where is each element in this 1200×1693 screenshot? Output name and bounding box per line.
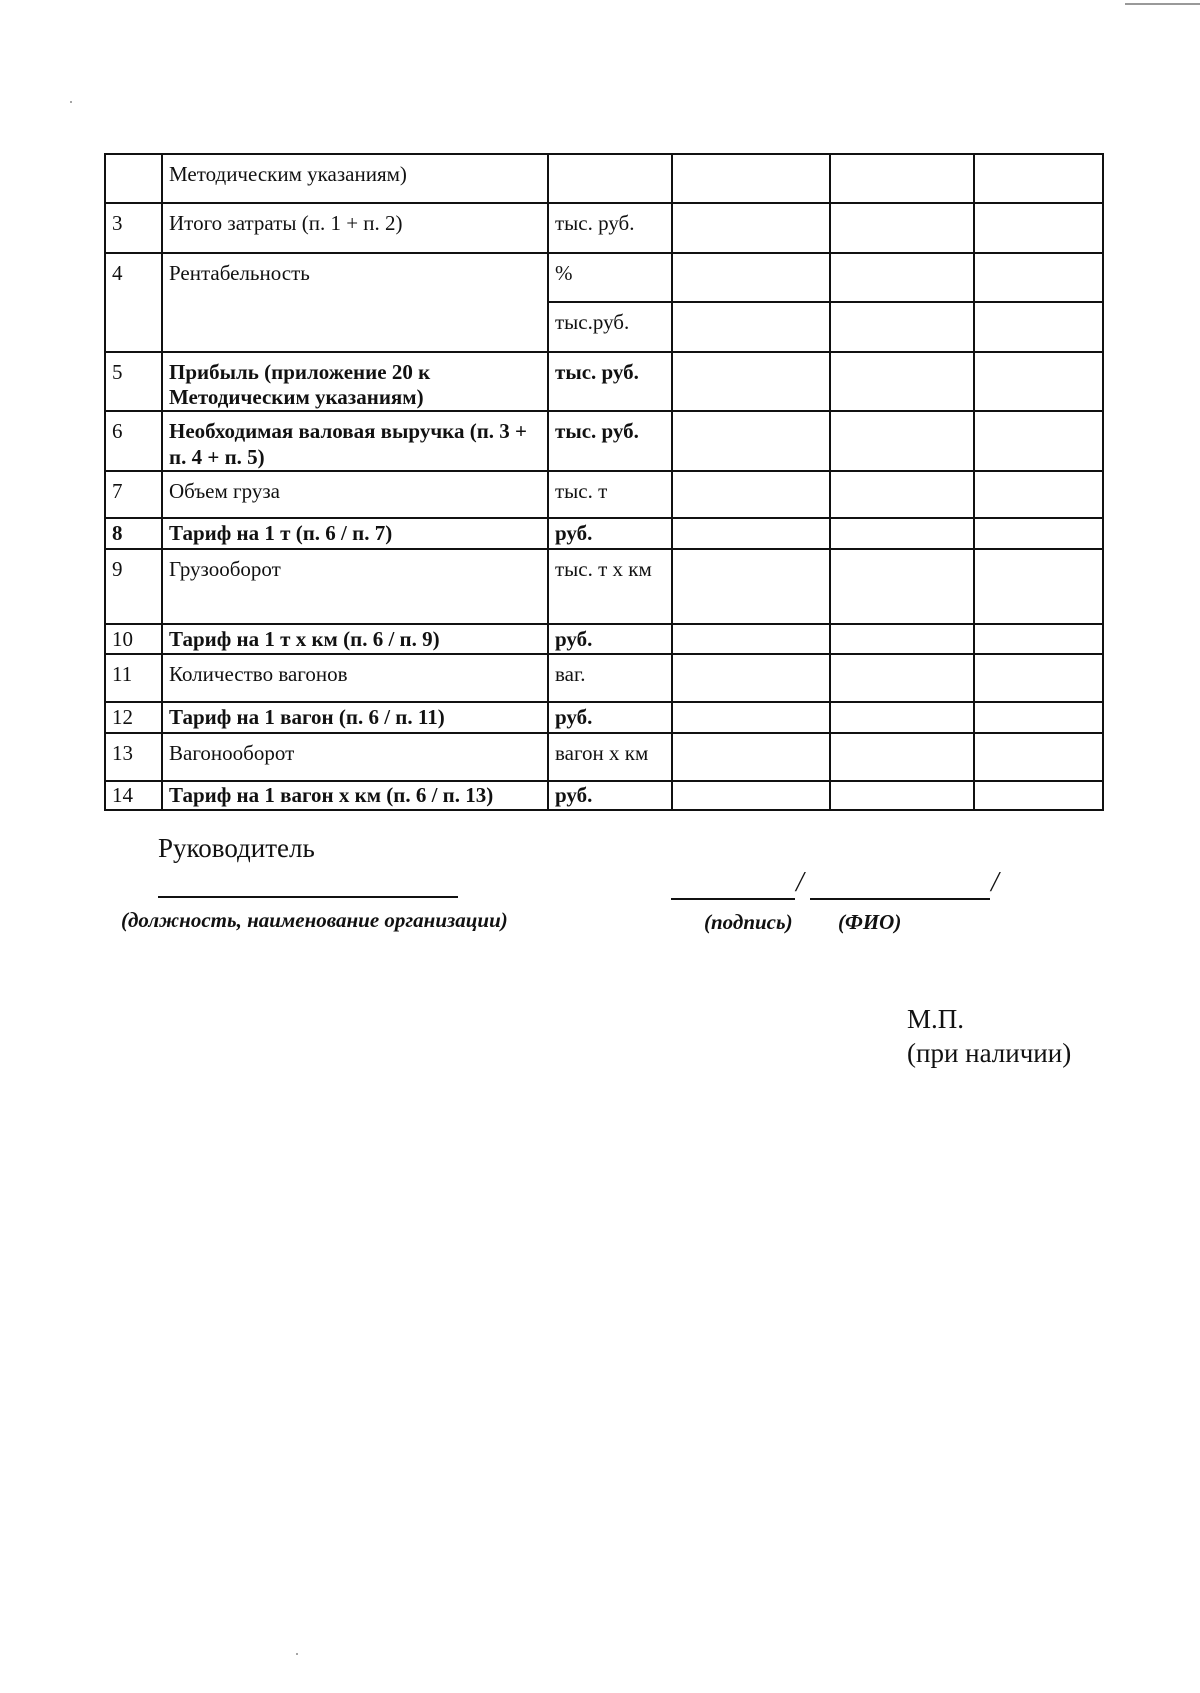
row-number: 10 <box>105 624 162 654</box>
row-unit: тыс. руб. <box>548 203 672 253</box>
row-unit: руб. <box>548 518 672 549</box>
row-indicator: Тариф на 1 т х км (п. 6 / п. 9) <box>162 624 548 654</box>
row-number: 6 <box>105 411 162 470</box>
row-indicator: Прибыль (приложение 20 к Методическим указаниям) <box>162 352 548 411</box>
row-indicator: Вагонооборот <box>162 733 548 781</box>
row-number: 8 <box>105 518 162 549</box>
row-indicator: Итого затраты (п. 1 + п. 2) <box>162 203 548 253</box>
position-line[interactable] <box>158 896 458 898</box>
stamp-placeholder <box>907 1003 1071 1071</box>
signatory-title: Руководитель <box>158 833 315 863</box>
stamp-note: (при наличии) <box>907 1037 1072 1068</box>
signature-line[interactable] <box>671 898 795 900</box>
row-number: 7 <box>105 471 162 518</box>
row-number: 14 <box>105 781 162 810</box>
position-caption: (должность, наименование организации) <box>121 908 508 932</box>
row-indicator: Тариф на 1 вагон х км (п. 6 / п. 13) <box>162 781 548 810</box>
row-unit: тыс. руб. <box>548 352 672 411</box>
signature-slash: / <box>796 867 804 898</box>
row-indicator: Рентабельность <box>162 253 548 352</box>
full-name-caption: (ФИО) <box>838 910 902 934</box>
row-indicator: Грузооборот <box>162 549 548 624</box>
row-unit: ваг. <box>548 654 672 702</box>
row-number: 3 <box>105 203 162 253</box>
row-indicator: Тариф на 1 вагон (п. 6 / п. 11) <box>162 702 548 733</box>
full-name-slash: / <box>991 867 999 898</box>
row-unit: тыс. т х км <box>548 549 672 624</box>
row-unit: тыс. т <box>548 471 672 518</box>
row-number: 4 <box>105 253 162 352</box>
row-unit: % <box>548 253 672 302</box>
row-number: 11 <box>105 654 162 702</box>
row-unit: руб. <box>548 702 672 733</box>
row-unit: руб. <box>548 781 672 810</box>
row-unit: тыс.руб. <box>548 302 672 352</box>
row-indicator: Тариф на 1 т (п. 6 / п. 7) <box>162 518 548 549</box>
row-number: 13 <box>105 733 162 781</box>
row-indicator: Количество вагонов <box>162 654 548 702</box>
full-name-line[interactable] <box>810 898 990 900</box>
row-unit: тыс. руб. <box>548 411 672 470</box>
row-indicator: Методическим указаниям) <box>162 154 548 203</box>
stamp-label: М.П. <box>907 1004 965 1034</box>
row-number: 12 <box>105 702 162 733</box>
row-indicator: Необходимая валовая выручка (п. 3 + п. 4 + п. 5) <box>162 411 548 470</box>
row-indicator: Объем груза <box>162 471 548 518</box>
row-number: 5 <box>105 352 162 411</box>
row-unit: вагон х км <box>548 733 672 781</box>
row-unit: руб. <box>548 624 672 654</box>
row-number: 9 <box>105 549 162 624</box>
signature-caption: (подпись) <box>704 910 793 934</box>
